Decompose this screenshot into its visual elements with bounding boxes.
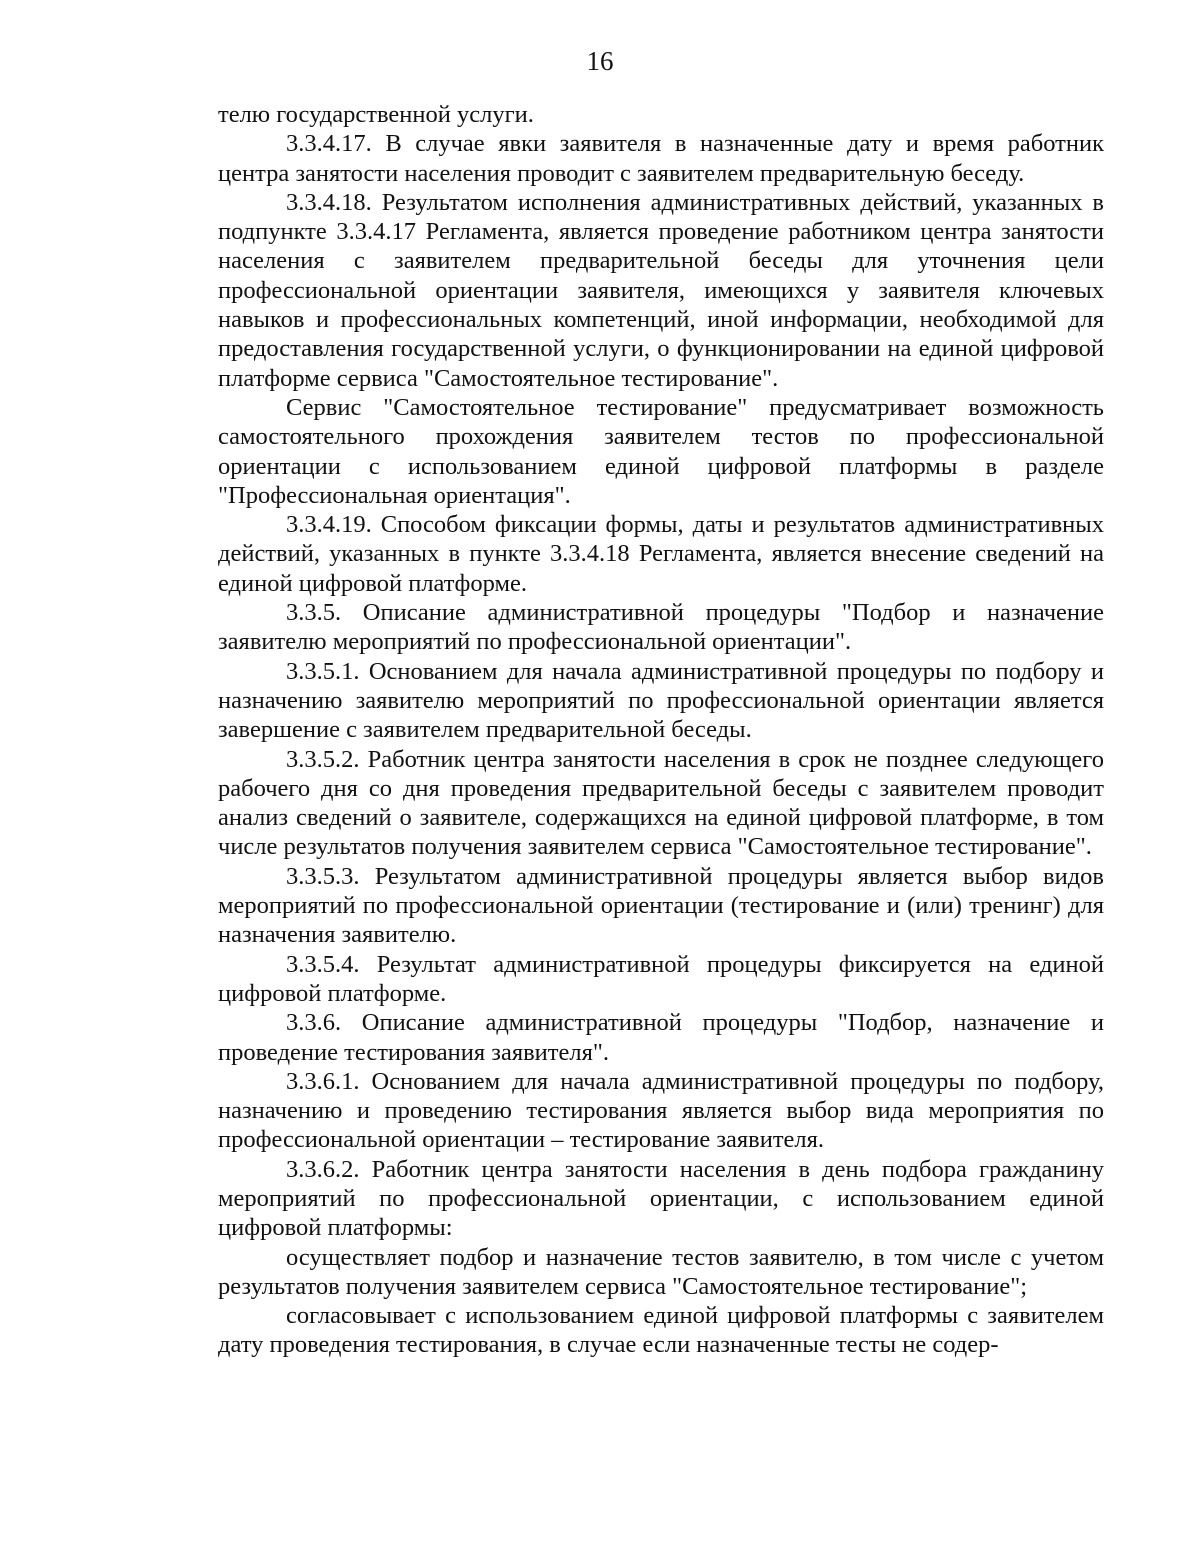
paragraph-3-3-6-2: 3.3.6.2. Работник центра занятости населения в день подбора гражданину мероприятий по профессиональной ориентации, с использованием единой цифровой платформы: [218, 1155, 1104, 1242]
paragraph-3-3-4-19: 3.3.4.19. Способом фиксации формы, даты и результатов административных действий, указанных в пункте 3.3.4.18 Регламента, является внесение сведений на единой цифровой платформе. [218, 511, 1104, 597]
document-body [218, 100, 1104, 1360]
paragraph-3-3-5-4: 3.3.5.4. Результат административной процедуры фиксируется на единой цифровой платформе. [218, 950, 1104, 1007]
paragraph-continuation: телю государственной услуги. [218, 101, 534, 128]
paragraph-3-3-5-1: 3.3.5.1. Основанием для начала административной процедуры по подбору и назначению заявителю мероприятий по профессиональной ориентации является завершение с заявителем предварительной беседы. [218, 657, 1104, 744]
paragraph-3-3-6-1: 3.3.6.1. Основанием для начала административной процедуры по подбору, назначению и проведению тестирования является выбор вида мероприятия по профессиональной ориентации – тестирование заявителя. [218, 1067, 1104, 1154]
paragraph-3-3-5: 3.3.5. Описание административной процедуры "Подбор и назначение заявителю мероприятий по профессиональной ориентации". [218, 599, 1104, 656]
page-number: 16 [586, 46, 614, 76]
paragraph-service-description: Сервис "Самостоятельное тестирование" предусматривает возможность самостоятельного прохождения заявителем тестов по профессиональной ориентации с использованием единой цифровой платформы в разделе "Профессиональная ориентация". [218, 393, 1104, 509]
paragraph-3-3-5-3: 3.3.5.3. Результатом административной процедуры является выбор видов мероприятий по профессиональной ориентации (тестирование и (или) тренинг) для назначения заявителю. [218, 862, 1104, 949]
paragraph-3-3-6: 3.3.6. Описание административной процедуры "Подбор, назначение и проведение тестирования заявителя". [218, 1009, 1104, 1066]
paragraph-list-item-schedule: согласовывает с использованием единой цифровой платформы с заявителем дату проведения тестирования, в случае если назначенные тесты не содер- [218, 1302, 1104, 1359]
paragraph-3-3-5-2: 3.3.5.2. Работник центра занятости населения в срок не позднее следующего рабочего дня со дня проведения предварительной беседы с заявителем проводит анализ сведений о заявителе, содержащихся на единой цифровой платформе, в том числе результатов получения заявителем сервиса "Самостоятельное тестирование". [218, 745, 1104, 861]
paragraph-list-item-tests: осуществляет подбор и назначение тестов заявителю, в том числе с учетом результатов получения заявителем сервиса "Самостоятельное тестирование"; [218, 1243, 1104, 1300]
paragraph-3-3-4-18: 3.3.4.18. Результатом исполнения административных действий, указанных в подпункте 3.3.4.17 Регламента, является проведение работником центра занятости населения с заявителем предварительной беседы для уточнения цели профессиональной ориентации заявителя, имеющихся у заявителя ключевых навыков и профессиональных компетенций, иной информации, необходимой для предоставления государственной услуги, о функционировании на единой цифровой платформе сервиса "Самостоятельное тестирование". [218, 188, 1104, 392]
paragraph-3-3-4-17: 3.3.4.17. В случае явки заявителя в назначенные дату и время работник центра занятости населения проводит с заявителем предварительную беседу. [218, 130, 1104, 187]
